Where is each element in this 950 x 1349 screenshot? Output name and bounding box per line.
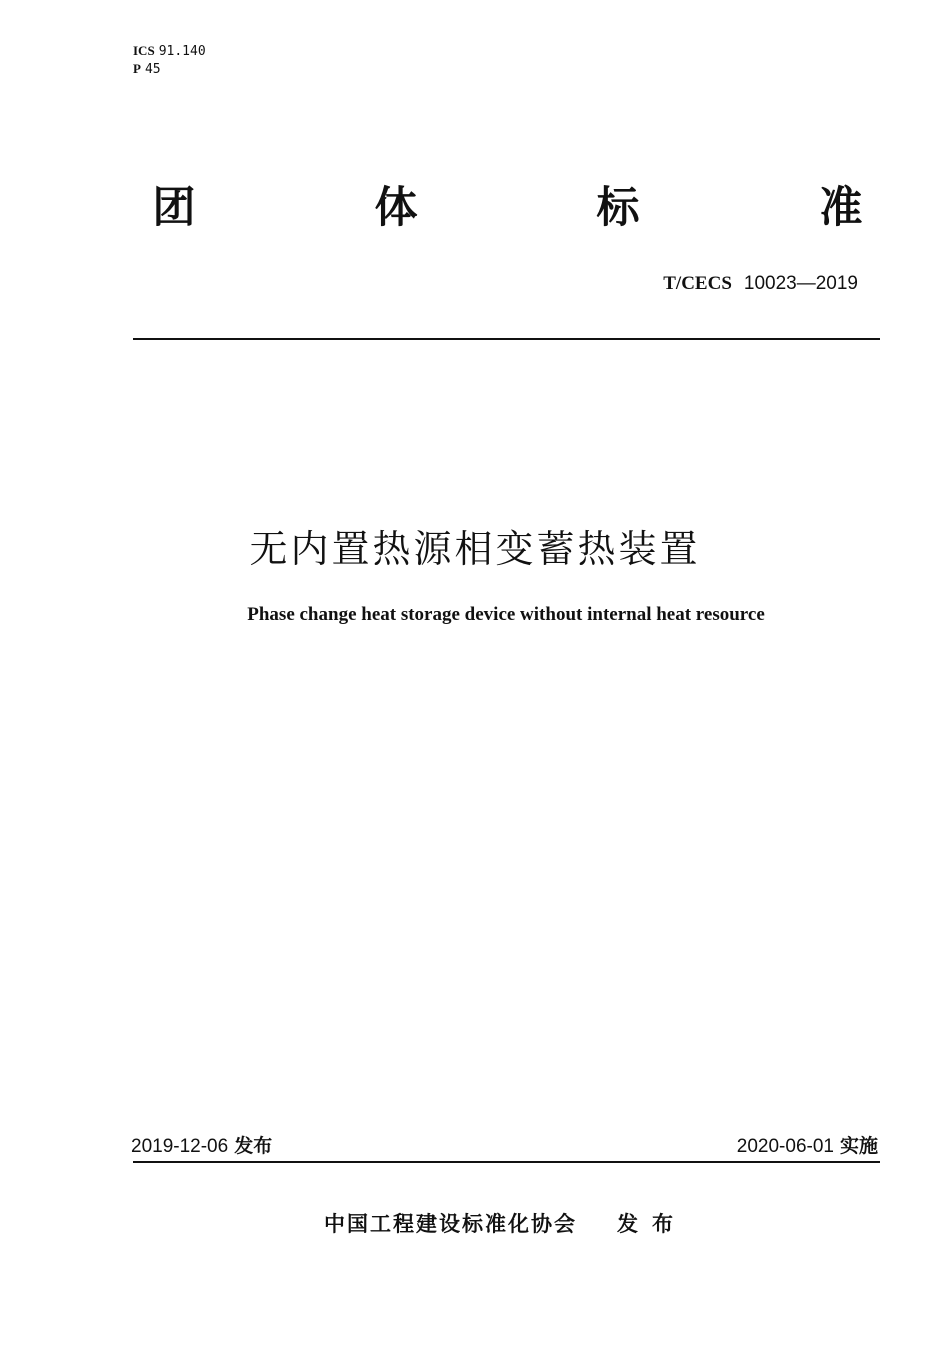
standard-code-number: 10023—2019 xyxy=(743,273,858,294)
top-rule xyxy=(133,338,880,340)
title-chinese: 无内置热源相变蓄热装置 xyxy=(249,527,701,571)
standard-type-char: 团 xyxy=(152,183,196,233)
implement-date-word: 实施 xyxy=(839,1135,878,1157)
standard-code-prefix: T/CECS xyxy=(663,273,732,294)
implement-date xyxy=(737,1131,878,1158)
p-label: P xyxy=(133,61,141,76)
implement-date-value: 2020-06-01 xyxy=(736,1136,834,1157)
publisher xyxy=(324,1208,687,1238)
publisher-org: 中国工程建设标准化协会 xyxy=(324,1212,577,1236)
issue-date-value: 2019-12-06 xyxy=(131,1136,229,1157)
standard-type-char: 准 xyxy=(819,183,863,233)
bottom-rule xyxy=(133,1161,880,1163)
standard-code xyxy=(663,272,858,295)
ics-classification xyxy=(133,42,206,78)
p-line xyxy=(133,60,206,78)
ics-label: ICS xyxy=(133,43,155,58)
standard-type-char: 体 xyxy=(374,183,418,233)
ics-code: 91.140 xyxy=(158,44,206,59)
ics-line xyxy=(133,42,206,60)
issue-date xyxy=(131,1131,272,1158)
standard-type-heading xyxy=(150,180,865,236)
p-code: 45 xyxy=(144,62,161,77)
publisher-action: 发布 xyxy=(617,1212,687,1236)
issue-date-word: 发布 xyxy=(234,1135,273,1157)
title-english: Phase change heat storage device without internal heat resource xyxy=(247,604,765,625)
standard-type-char: 标 xyxy=(596,183,640,233)
